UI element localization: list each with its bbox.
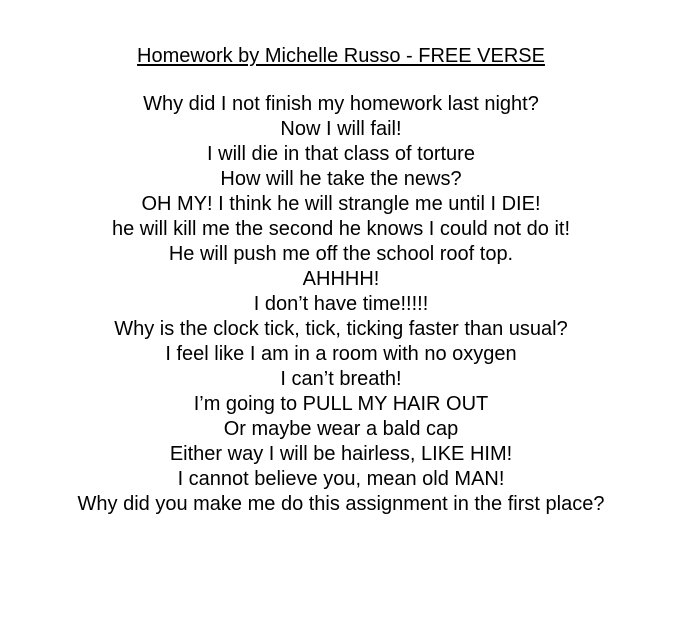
poem-line: I will die in that class of torture — [207, 143, 475, 165]
poem-line: I feel like I am in a room with no oxygen — [165, 343, 517, 365]
poem-line: AHHHH! — [302, 268, 380, 290]
poem-body — [0, 92, 682, 517]
poem-line: Why did I not finish my homework last night? — [143, 93, 539, 115]
poem-line: He will push me off the school roof top. — [168, 243, 514, 265]
poem-line: OH MY! I think he will strangle me until I DIE! — [141, 193, 541, 215]
poem-title: Homework by Michelle Russo - FREE VERSE — [137, 45, 545, 67]
poem-line: How will he take the news? — [220, 168, 462, 190]
poem-line: Either way I will be hairless, LIKE HIM! — [169, 443, 513, 465]
poem-line: I cannot believe you, mean old MAN! — [177, 468, 505, 490]
poem-line: Why is the clock tick, tick, ticking faster than usual? — [114, 318, 568, 340]
poem-line: Now I will fail! — [280, 118, 402, 140]
poem-line: he will kill me the second he knows I could not do it! — [111, 218, 571, 240]
poem-line: I’m going to PULL MY HAIR OUT — [193, 393, 489, 415]
poem-line: I can’t breath! — [280, 368, 402, 390]
poem-line: Why did you make me do this assignment in the first place? — [77, 493, 605, 515]
poem-line: I don’t have time!!!!! — [253, 293, 429, 315]
poem-line: Or maybe wear a bald cap — [223, 418, 459, 440]
